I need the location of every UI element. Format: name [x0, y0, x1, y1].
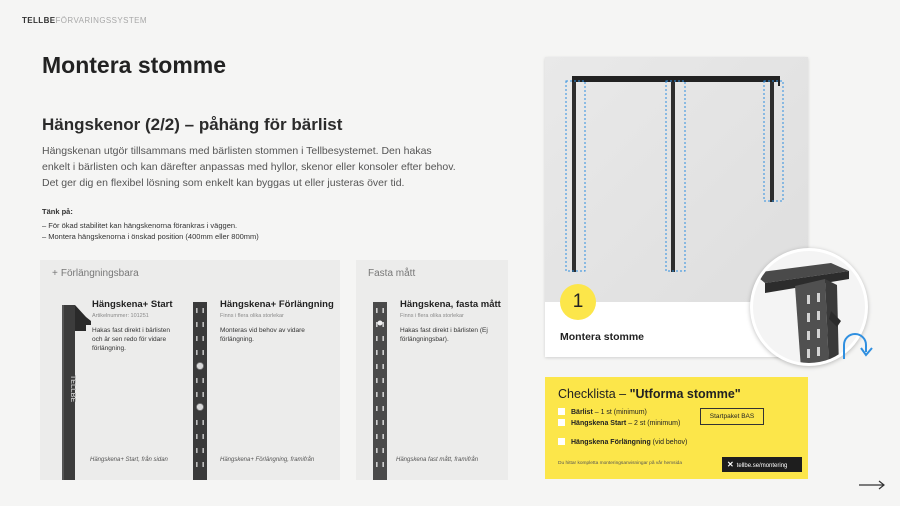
checklist-box: [545, 377, 808, 479]
extendable-panel-header: + Förlängningsbara: [52, 268, 139, 279]
brand-product: FÖRVARINGSSYSTEM: [55, 16, 147, 25]
extendable-panel: [40, 260, 340, 480]
start-rail-desc: Hakas fast direkt i bärlisten och är sen redo för vidare förlängning.: [92, 327, 171, 352]
checklist-item[interactable]: Bärlist – 1 st (minimum): [558, 408, 647, 416]
extension-rail-desc: Monteras vid behov av vidare förlängning.: [220, 327, 305, 343]
checklist-item[interactable]: Hängskena Förlängning (vid behov): [558, 438, 687, 446]
tip-item: – För ökad stabilitet kan hängskenorna förankras i väggen.: [42, 221, 238, 230]
section-title-bold: Hängskenor (2/2): [42, 115, 180, 134]
extension-rail-image: [192, 302, 208, 480]
start-rail-caption: Hängskena+ Start, från sidan: [90, 457, 168, 463]
brand-logo: [22, 16, 147, 25]
fixed-rail-caption: Hängskena fast mått, framifrån: [396, 457, 479, 463]
starter-kit-badge: Startpaket BAS: [700, 408, 764, 425]
step-label: Montera stomme: [560, 331, 645, 343]
section-title: [42, 115, 342, 135]
arrow-right-icon[interactable]: [858, 478, 886, 492]
checkbox-icon[interactable]: [558, 408, 565, 415]
start-rail-article: Artikelnummer: 101251: [92, 313, 149, 319]
tips-heading: Tänk på:: [42, 207, 73, 216]
brand-name: TELLBE: [22, 16, 56, 25]
fixed-rail-meta: Finns i flera olika storlekar: [400, 313, 464, 319]
tip-item: – Montera hängskenorna i önskad position (400mm eller 800mm): [42, 232, 259, 241]
checklist-footer: Du hittar kompletta monteringsanvisningar på vår hemsida: [558, 461, 682, 466]
tips-list: [42, 220, 259, 242]
plus-icon: +: [52, 268, 58, 279]
fixed-size-panel-header: Fasta mått: [368, 268, 416, 279]
start-rail-title: Hängskena+ Start: [92, 299, 173, 310]
fixed-rail-image: [372, 302, 388, 480]
start-rail-image: [58, 295, 94, 480]
tools-icon: ✕: [727, 460, 734, 469]
extension-rail-caption: Hängskena+ Förlängning, framifrån: [220, 457, 315, 463]
checklist-item[interactable]: Hängskena Start – 2 st (minimum): [558, 419, 680, 427]
fixed-rail-desc: Hakas fast direkt i bärlisten (Ej förlängningsbar).: [400, 327, 488, 343]
section-title-rest: – påhäng för bärlist: [179, 115, 343, 134]
extension-rail-title: Hängskena+ Förlängning: [220, 299, 334, 310]
rotate-arrow-icon: [840, 330, 878, 360]
rail-engraving: TELLBE: [69, 375, 76, 403]
page-title: Montera stomme: [42, 52, 227, 78]
extension-rail-meta: Finns i flera olika storlekar: [220, 313, 284, 319]
checkbox-icon[interactable]: [558, 438, 565, 445]
checkbox-icon[interactable]: [558, 419, 565, 426]
fixed-size-panel: [356, 260, 508, 480]
checklist-title: Checklista – "Utforma stomme": [558, 387, 741, 401]
step-number-badge: 1: [560, 284, 596, 320]
mounting-link-button[interactable]: ✕ tellbe.se/montering: [722, 457, 802, 472]
intro-text: Hängskenan utgör tillsammans med bärlisten stommen i Tellbesystemet. Den hakas enkelt i bärlisten och kan därefter anpassas med hyllor, skenor eller konsoler efter behov. Det ger dig en flexibel lösning som enkelt kan byggas ut eller justeras över tid.: [42, 145, 456, 189]
fixed-rail-title: Hängskena, fasta mått: [400, 299, 501, 310]
